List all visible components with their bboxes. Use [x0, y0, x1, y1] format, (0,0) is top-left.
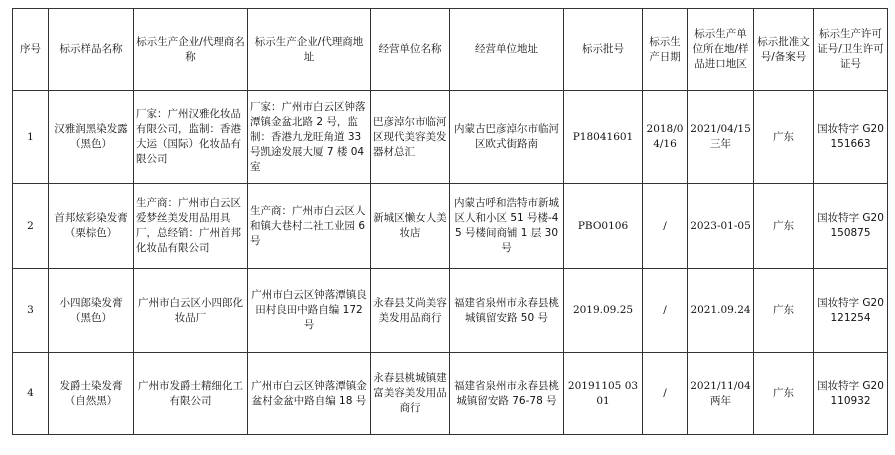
cell-approval-no: 广东: [754, 184, 814, 269]
header-sample-name: 标示样品名称: [49, 9, 134, 91]
cell-sample-name: 小四郎染发膏（黑色）: [49, 269, 134, 353]
cell-location: 2023-01-05: [688, 184, 754, 269]
cell-dealer-address: 内蒙古呼和浩特市新城区人和小区 51 号楼-45 号楼间商铺 1 层 30 号: [450, 184, 564, 269]
table-row: [13, 269, 888, 353]
cell-manufacturer: 厂家：广州汉雅化妆品有限公司，监制：香港大运（国际）化妆品有限公司: [134, 91, 248, 184]
cell-dealer-address: 福建省泉州市永春县桃城镇留安路 76-78 号: [450, 353, 564, 435]
cell-production-date: 2018/04/16: [643, 91, 688, 184]
table-row: [13, 353, 888, 435]
header-approval-no: 标示批准文号/备案号: [754, 9, 814, 91]
cell-batch-no: 2019.09.25: [564, 269, 643, 353]
table-header-row: [13, 9, 888, 91]
header-dealer-address: 经营单位地址: [450, 9, 564, 91]
cell-dealer-address: 福建省泉州市永春县桃城镇留安路 50 号: [450, 269, 564, 353]
cell-approval-no: 广东: [754, 353, 814, 435]
inspection-table: [12, 8, 888, 435]
cell-dealer-name: 巴彦淖尔市临河区现代美容美发器材总汇: [371, 91, 450, 184]
cell-sample-name: 汉雅润黑染发露（黑色）: [49, 91, 134, 184]
cell-license-no: 国妆特字 G20121254: [814, 269, 888, 353]
cell-batch-no: P18041601: [564, 91, 643, 184]
cell-manufacturer: 广州市白云区小四郎化妆品厂: [134, 269, 248, 353]
cell-manufacturer-address: 广州市白云区钟落潭镇金盆村金盆中路自编 18 号: [248, 353, 371, 435]
cell-no: 4: [13, 353, 49, 435]
cell-dealer-name: 永春县桃城镇建富美容美发用品商行: [371, 353, 450, 435]
header-location: 标示生产单位所在地/样品进口地区: [688, 9, 754, 91]
header-manufacturer-address: 标示生产企业/代理商地址: [248, 9, 371, 91]
table-row: [13, 184, 888, 269]
header-manufacturer: 标示生产企业/代理商名称: [134, 9, 248, 91]
cell-production-date: /: [643, 269, 688, 353]
cell-production-date: /: [643, 184, 688, 269]
table-row: [13, 91, 888, 184]
cell-manufacturer-address: 厂家：广州市白云区钟落潭镇金盆北路 2 号，监制：香港九龙旺角道 33 号凯途发展大厦 7 楼 04 室: [248, 91, 371, 184]
cell-batch-no: 20191105 0301: [564, 353, 643, 435]
cell-manufacturer-address: 广州市白云区钟落潭镇良田村良田中路自编 172 号: [248, 269, 371, 353]
cell-location: 2021/04/15 三年: [688, 91, 754, 184]
cell-batch-no: PBO0106: [564, 184, 643, 269]
header-production-date: 标示生产日期: [643, 9, 688, 91]
cell-manufacturer-address: 生产商：广州市白云区人和镇大巷村二社工业园 6 号: [248, 184, 371, 269]
cell-dealer-name: 新城区懒女人美妆店: [371, 184, 450, 269]
cell-manufacturer: 生产商：广州市白云区爱梦丝美发用品用具厂，总经销：广州首邦化妆品有限公司: [134, 184, 248, 269]
cell-approval-no: 广东: [754, 91, 814, 184]
cell-license-no: 国妆特字 G20150875: [814, 184, 888, 269]
cell-sample-name: 发爵士染发膏（自然黑）: [49, 353, 134, 435]
cell-license-no: 国妆特字 G20110932: [814, 353, 888, 435]
cell-license-no: 国妆特字 G20151663: [814, 91, 888, 184]
cell-dealer-address: 内蒙古巴彦淖尔市临河区欧式街路南: [450, 91, 564, 184]
header-license-no: 标示生产许可证号/卫生许可证号: [814, 9, 888, 91]
cell-sample-name: 首邦炫彩染发膏（栗棕色）: [49, 184, 134, 269]
cell-manufacturer: 广州市发爵士精细化工有限公司: [134, 353, 248, 435]
cell-no: 2: [13, 184, 49, 269]
cell-no: 3: [13, 269, 49, 353]
cell-no: 1: [13, 91, 49, 184]
cell-location: 2021/11/04 两年: [688, 353, 754, 435]
inspection-table-container: [12, 8, 888, 435]
cell-production-date: /: [643, 353, 688, 435]
cell-location: 2021.09.24: [688, 269, 754, 353]
header-no: 序号: [13, 9, 49, 91]
cell-dealer-name: 永春县艾尚美容美发用品商行: [371, 269, 450, 353]
cell-approval-no: 广东: [754, 269, 814, 353]
header-dealer-name: 经营单位名称: [371, 9, 450, 91]
header-batch-no: 标示批号: [564, 9, 643, 91]
